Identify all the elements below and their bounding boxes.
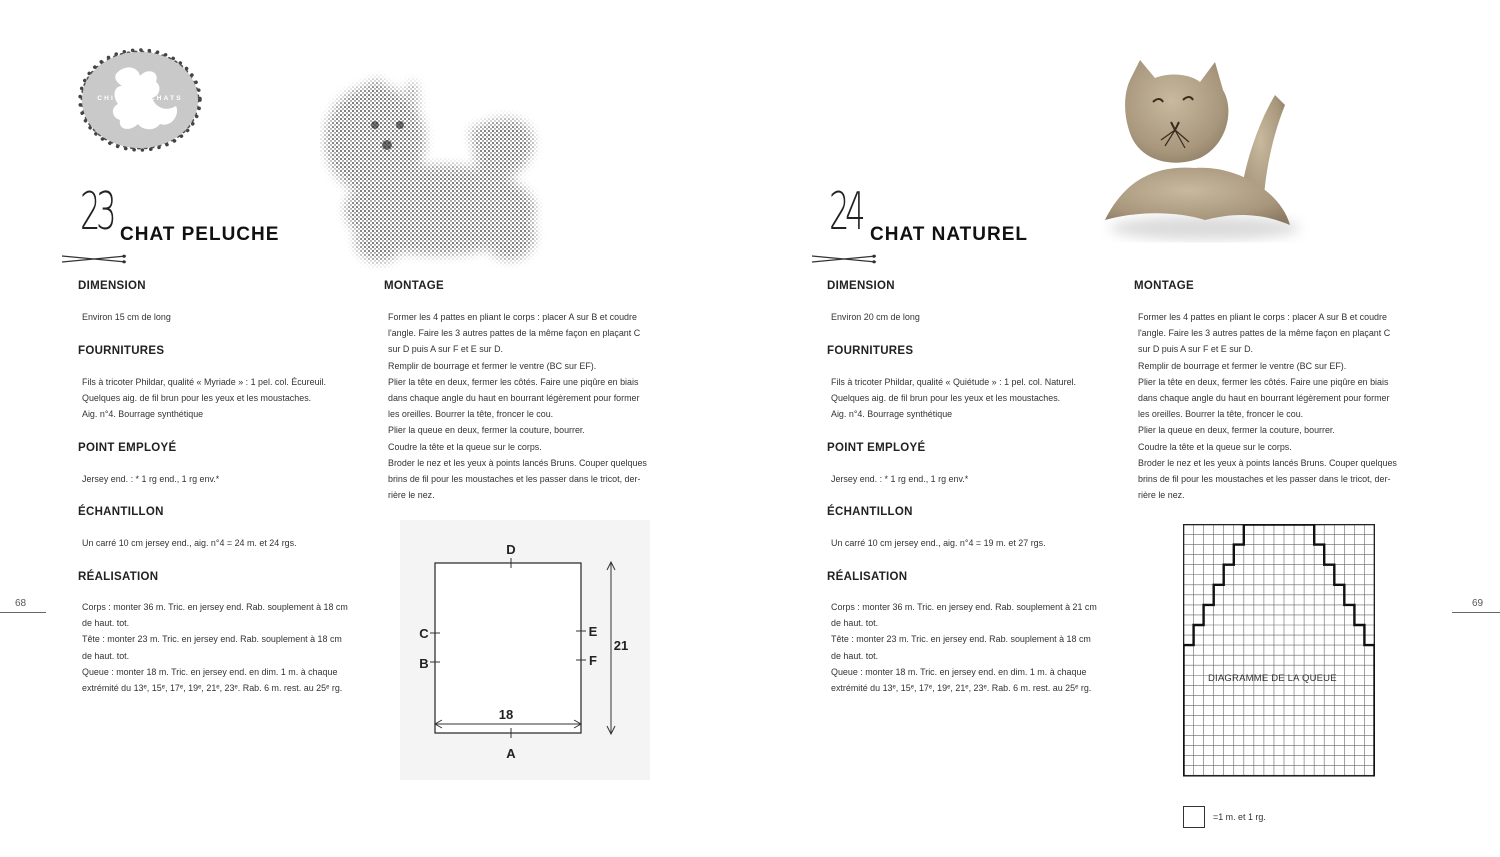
point-heading: POINT EMPLOYÉ bbox=[78, 442, 177, 454]
dimension-heading: DIMENSION bbox=[78, 280, 146, 292]
pattern-title: CHAT NATUREL bbox=[870, 224, 1028, 245]
page-rule-left bbox=[0, 612, 46, 613]
realisation-text bbox=[831, 600, 1119, 697]
text-line: Tête : monter 23 m. Tric. en jersey end. Rab. souplement à 18 cm bbox=[82, 634, 342, 646]
label-width: 18 bbox=[498, 707, 514, 722]
text-line: Broder le nez et les yeux à points lancés Bruns. Couper quelques bbox=[388, 457, 647, 469]
echantillon-text: Un carré 10 cm jersey end., aig. n°4 = 24 m. et 24 rgs. bbox=[82, 538, 297, 549]
fournitures-heading: FOURNITURES bbox=[78, 345, 165, 357]
realisation-heading: RÉALISATION bbox=[78, 571, 159, 583]
dimension-text: Environ 15 cm de long bbox=[82, 312, 171, 323]
dimension-heading: DIMENSION bbox=[827, 280, 895, 292]
text-line: Fils à tricoter Phildar, qualité « Quiétude » : 1 pel. col. Naturel. bbox=[831, 377, 1076, 388]
badge-label: CHIENS & CHATS bbox=[97, 95, 183, 102]
point-text: Jersey end. : * 1 rg end., 1 rg env.* bbox=[831, 474, 969, 485]
point-heading: POINT EMPLOYÉ bbox=[827, 442, 926, 454]
text-line: Former les 4 pattes en pliant le corps : placer A sur B et coudre bbox=[1138, 312, 1387, 323]
text-line: brins de fil pour les moustaches et les passer dans le tricot, der- bbox=[1138, 474, 1391, 486]
text-line: Queue : monter 18 m. Tric. en jersey end. en dim. 1 m. à chaque bbox=[82, 666, 338, 678]
text-line: Plier la queue en deux, fermer la couture, bourrer. bbox=[388, 425, 585, 437]
montage-heading: MONTAGE bbox=[1134, 280, 1195, 292]
text-line: Plier la tête en deux, fermer les côtés. Faire une piqûre en biais bbox=[1138, 376, 1389, 388]
text-line: Plier la tête en deux, fermer les côtés. Faire une piqûre en biais bbox=[388, 376, 639, 388]
text-line: Coudre la tête et la queue sur le corps. bbox=[388, 441, 542, 453]
text-line: sur D puis A sur F et E sur D. bbox=[1138, 344, 1254, 356]
label-b: B bbox=[419, 656, 429, 671]
text-line: les oreilles. Bourrer la tête, froncer le cou. bbox=[1138, 409, 1304, 421]
needles-icon bbox=[60, 252, 130, 266]
fournitures-text bbox=[831, 375, 1129, 424]
point-text: Jersey end. : * 1 rg end., 1 rg env.* bbox=[82, 474, 220, 485]
page-rule-right bbox=[1452, 612, 1500, 613]
text-line: Former les 4 pattes en pliant le corps : placer A sur B et coudre bbox=[388, 312, 637, 323]
text-line: extrémité du 13ᵉ, 15ᵉ, 17ᵉ, 19ᵉ, 21ᵉ, 23ᵉ. Rab. 6 m. rest. au 25ᵉ rg. bbox=[831, 683, 1092, 695]
text-line: Plier la queue en deux, fermer la couture, bourrer. bbox=[1138, 425, 1335, 437]
pattern-number: 23 bbox=[80, 182, 113, 242]
text-line: dans chaque angle du haut en bourrant légèrement pour former bbox=[1138, 393, 1390, 405]
text-line: rière le nez. bbox=[388, 490, 435, 502]
needles-icon bbox=[810, 252, 880, 266]
text-line: l'angle. Faire les 3 autres pattes de la même façon en plaçant C bbox=[1138, 328, 1391, 340]
text-line: Coudre la tête et la queue sur le corps. bbox=[1138, 441, 1292, 453]
label-f: F bbox=[589, 653, 597, 668]
legend-square-icon bbox=[1183, 806, 1205, 828]
page-number-left: 68 bbox=[15, 598, 27, 609]
text-line: sur D puis A sur F et E sur D. bbox=[388, 344, 504, 356]
text-line: extrémité du 13ᵉ, 15ᵉ, 17ᵉ, 19ᵉ, 21ᵉ, 23ᵉ. Rab. 6 m. rest. au 25ᵉ rg. bbox=[82, 683, 343, 695]
legend-text: =1 m. et 1 rg. bbox=[1213, 812, 1266, 823]
pattern-number: 24 bbox=[829, 182, 862, 242]
text-line: les oreilles. Bourrer la tête, froncer le cou. bbox=[388, 409, 554, 421]
text-line: Corps : monter 36 m. Tric. en jersey end. Rab. souplement à 21 cm bbox=[831, 602, 1097, 613]
text-line: Remplir de bourrage et fermer le ventre (BC sur EF). bbox=[388, 360, 597, 372]
text-line: Quelques aig. de fil brun pour les yeux et les moustaches. bbox=[82, 393, 312, 405]
text-line: Aig. n°4. Bourrage synthétique bbox=[82, 409, 204, 421]
text-line: Aig. n°4. Bourrage synthétique bbox=[831, 409, 953, 421]
text-line: Corps : monter 36 m. Tric. en jersey end. Rab. souplement à 18 cm bbox=[82, 602, 348, 613]
label-height: 21 bbox=[613, 638, 629, 653]
text-line: Fils à tricoter Phildar, qualité « Myriade » : 1 pel. col. Écureuil. bbox=[82, 377, 326, 388]
text-line: Tête : monter 23 m. Tric. en jersey end. Rab. souplement à 18 cm bbox=[831, 634, 1091, 646]
fournitures-text bbox=[82, 375, 380, 424]
label-d: D bbox=[506, 542, 516, 557]
realisation-text bbox=[82, 600, 370, 697]
text-line: l'angle. Faire les 3 autres pattes de la même façon en plaçant C bbox=[388, 328, 641, 340]
montage-heading: MONTAGE bbox=[384, 280, 445, 292]
fournitures-heading: FOURNITURES bbox=[827, 345, 914, 357]
echantillon-text: Un carré 10 cm jersey end., aig. n°4 = 19 m. et 27 rgs. bbox=[831, 538, 1046, 549]
echantillon-heading: ÉCHANTILLON bbox=[78, 506, 164, 518]
text-line: Broder le nez et les yeux à points lancés Bruns. Couper quelques bbox=[1138, 457, 1397, 469]
pattern-title: CHAT PELUCHE bbox=[120, 224, 280, 245]
label-c: C bbox=[419, 626, 429, 641]
text-line: dans chaque angle du haut en bourrant légèrement pour former bbox=[388, 393, 640, 405]
text-line: de haut. tot. bbox=[82, 618, 130, 630]
text-line: Queue : monter 18 m. Tric. en jersey end. en dim. 1 m. à chaque bbox=[831, 666, 1087, 678]
tail-diagram-grid bbox=[1183, 524, 1375, 778]
echantillon-heading: ÉCHANTILLON bbox=[827, 506, 913, 518]
text-line: Quelques aig. de fil brun pour les yeux et les moustaches. bbox=[831, 393, 1061, 405]
tail-diagram-label: DIAGRAMME DE LA QUEUE bbox=[1208, 673, 1337, 684]
label-e: E bbox=[588, 624, 598, 639]
realisation-heading: RÉALISATION bbox=[827, 571, 908, 583]
montage-text bbox=[388, 310, 674, 504]
text-line: de haut. tot. bbox=[82, 650, 130, 662]
text-line: brins de fil pour les moustaches et les passer dans le tricot, der- bbox=[388, 474, 641, 486]
montage-text bbox=[1138, 310, 1424, 504]
label-a: A bbox=[506, 746, 516, 761]
knitted-cat-photo bbox=[1095, 50, 1320, 250]
stippled-cat-image bbox=[320, 70, 550, 270]
assembly-diagram bbox=[400, 520, 650, 780]
text-line: de haut. tot. bbox=[831, 650, 879, 662]
text-line: rière le nez. bbox=[1138, 490, 1185, 502]
text-line: de haut. tot. bbox=[831, 618, 879, 630]
page-number-right: 69 bbox=[1472, 598, 1484, 609]
text-line: Remplir de bourrage et fermer le ventre (BC sur EF). bbox=[1138, 360, 1347, 372]
dimension-text: Environ 20 cm de long bbox=[831, 312, 920, 323]
